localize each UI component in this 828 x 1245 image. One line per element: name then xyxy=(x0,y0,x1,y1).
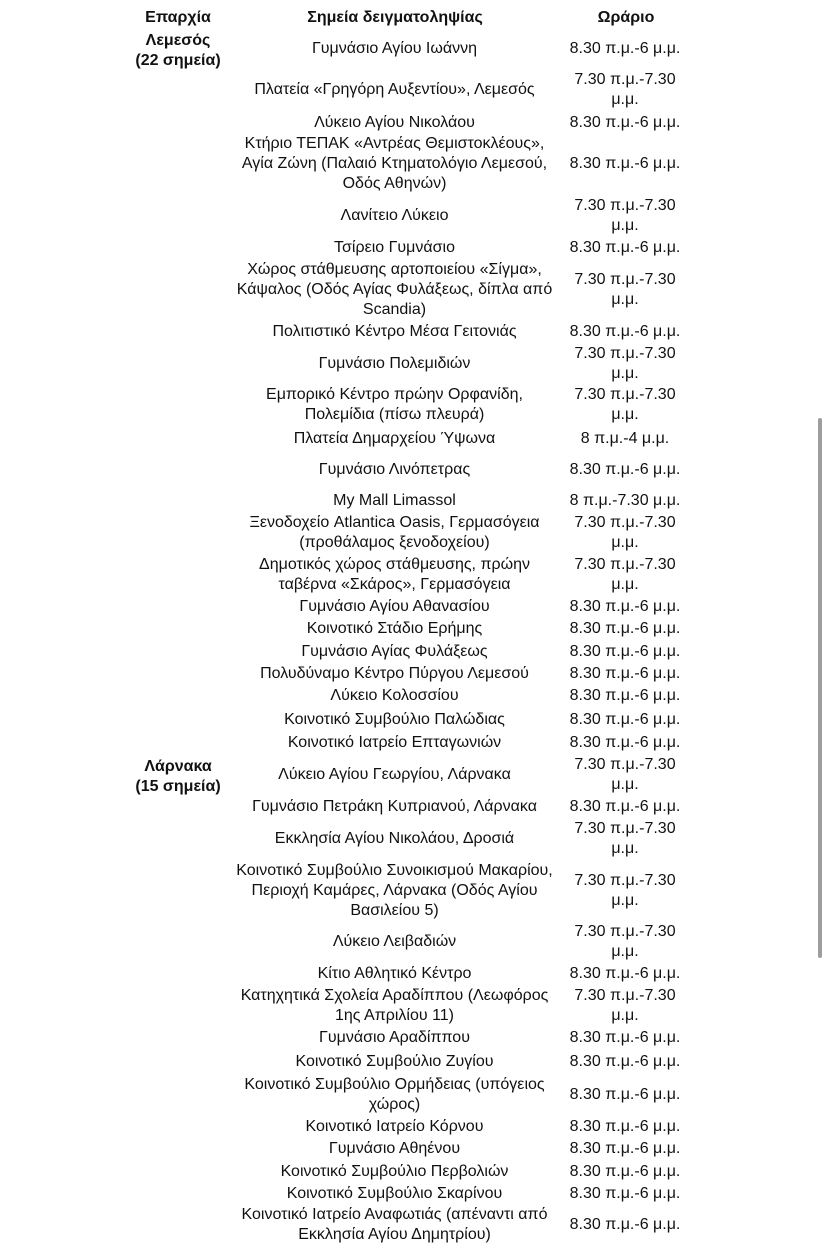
sampling-location: Εκκλησία Αγίου Νικολάου, Δροσιά xyxy=(274,830,515,847)
sampling-hours: 7.30 π.μ.-7.30 μ.μ. xyxy=(574,820,676,857)
table-row xyxy=(0,922,828,962)
table-row xyxy=(0,1205,828,1245)
sampling-hours: 7.30 π.μ.-7.30 μ.μ. xyxy=(574,271,676,308)
sampling-hours: 8.30 π.μ.-6 μ.μ. xyxy=(569,461,681,478)
sampling-hours: 7.30 π.μ.-7.30 μ.μ. xyxy=(574,345,676,382)
table-row xyxy=(0,1027,828,1049)
sampling-location: Γυμνάσιο Αραδίππου xyxy=(319,1029,470,1046)
table-row xyxy=(0,344,828,384)
sampling-hours: 8.30 π.μ.-6 μ.μ. xyxy=(569,620,681,637)
table-row xyxy=(0,963,828,985)
sampling-hours: 8.30 π.μ.-6 μ.μ. xyxy=(569,1086,681,1103)
sampling-location: Κοινοτικό Συμβούλιο Περβολιών xyxy=(280,1163,509,1180)
sampling-hours: 8.30 π.μ.-6 μ.μ. xyxy=(569,687,681,704)
sampling-hours: 8 π.μ.-7.30 μ.μ. xyxy=(569,492,681,509)
table-row xyxy=(0,986,828,1026)
sampling-hours: 8.30 π.μ.-6 μ.μ. xyxy=(569,598,681,615)
sampling-location: Κοινοτικό Ιατρείο Επταγωνιών xyxy=(287,734,502,751)
table-row xyxy=(0,321,828,343)
sampling-location: Κατηχητικά Σχολεία Αραδίππου (Λεωφόρος 1ης Απριλίου 11) xyxy=(240,987,549,1024)
sampling-location: Λύκειο Κολοσσίου xyxy=(330,687,459,704)
sampling-location: Λύκειο Αγίου Νικολάου xyxy=(314,114,475,131)
table-row xyxy=(0,755,828,795)
sampling-location: Κτήριο ΤΕΠΑΚ «Αντρέας Θεμιστοκλέους», Αγία Ζώνη (Παλαιό Κτηματολόγιο Λεμεσού, Οδός Αθηνών) xyxy=(241,135,548,192)
table-row xyxy=(0,112,828,134)
sampling-hours: 7.30 π.μ.-7.30 μ.μ. xyxy=(574,872,676,909)
sampling-hours: 8.30 π.μ.-6 μ.μ. xyxy=(569,1140,681,1157)
region-name: Λάρνακα xyxy=(144,758,212,775)
sampling-location: Πολυδύναμο Κέντρο Πύργου Λεμεσού xyxy=(260,665,529,682)
sampling-location: Γυμνάσιο Πετράκη Κυπριανού, Λάρνακα xyxy=(252,798,537,815)
table-row xyxy=(0,459,828,481)
header-schedule: Ωράριο xyxy=(597,9,655,26)
sampling-location: Εμπορικό Κέντρο πρώην Ορφανίδη, Πολεμίδια (πίσω πλευρά) xyxy=(266,386,523,423)
sampling-hours: 7.30 π.μ.-7.30 μ.μ. xyxy=(574,514,676,551)
sampling-hours: 8.30 π.μ.-6 μ.μ. xyxy=(569,965,681,982)
sampling-hours: 7.30 π.μ.-7.30 μ.μ. xyxy=(574,987,676,1024)
sampling-hours: 7.30 π.μ.-7.30 μ.μ. xyxy=(574,197,676,234)
sampling-location: Κοινοτικό Συμβούλιο Ορμήδειας (υπόγειος χώρος) xyxy=(244,1076,545,1113)
sampling-hours: 8.30 π.μ.-6 μ.μ. xyxy=(569,323,681,340)
sampling-location: Κοινοτικό Ιατρείο Κόρνου xyxy=(305,1118,484,1135)
table-row xyxy=(0,709,828,731)
sampling-location: Πλατεία Δημαρχείου Ύψωνα xyxy=(293,430,496,447)
sampling-hours: 8.30 π.μ.-6 μ.μ. xyxy=(569,798,681,815)
table-row xyxy=(0,237,828,259)
region-name: Λεμεσός xyxy=(145,32,211,49)
sampling-hours: 8.30 π.μ.-6 μ.μ. xyxy=(569,1029,681,1046)
sampling-location: Χώρος στάθμευσης αρτοποιείου «Σίγμα», Κάψαλος (Οδός Αγίας Φυλάξεως, δίπλα από Scandia) xyxy=(236,261,553,318)
sampling-location: Κοινοτικό Συμβούλιο Συνοικισμού Μακαρίου, Περιοχή Καμάρες, Λάρνακα (Οδός Αγίου Βασιλείου 5) xyxy=(236,862,553,919)
sampling-location: Πλατεία «Γρηγόρη Αυξεντίου», Λεμεσός xyxy=(254,81,535,98)
sampling-location: Κοινοτικό Συμβούλιο Σκαρίνου xyxy=(286,1185,503,1202)
table-row xyxy=(0,1051,828,1073)
region-count: (15 σημεία) xyxy=(135,777,221,795)
sampling-hours: 8.30 π.μ.-6 μ.μ. xyxy=(569,40,681,57)
sampling-location: Γυμνάσιο Αγίας Φυλάξεως xyxy=(301,643,488,660)
sampling-location: Κοινοτικό Ιατρείο Αναφωτιάς (απέναντι από Εκκλησία Αγίου Δημητρίου) xyxy=(241,1206,548,1243)
sampling-hours: 7.30 π.μ.-7.30 μ.μ. xyxy=(574,71,676,108)
sampling-location: Λανίτειο Λύκειο xyxy=(340,207,449,224)
sampling-location: Γυμνάσιο Πολεμιδιών xyxy=(318,355,471,372)
table-row xyxy=(0,196,828,236)
table-row xyxy=(0,490,828,512)
sampling-hours: 8.30 π.μ.-6 μ.μ. xyxy=(569,734,681,751)
sampling-location: Κοινοτικό Συμβούλιο Ζυγίου xyxy=(295,1053,494,1070)
sampling-location: Δημοτικός χώρος στάθμευσης, πρώην ταβέρνα «Σκάρος», Γερμασόγεια xyxy=(259,556,530,593)
sampling-location: Πολιτιστικό Κέντρο Μέσα Γειτονιάς xyxy=(272,323,517,340)
sampling-hours: 8 π.μ.-4 μ.μ. xyxy=(580,430,670,447)
table-row xyxy=(0,732,828,754)
sampling-hours: 8.30 π.μ.-6 μ.μ. xyxy=(569,711,681,728)
region-count: (22 σημεία) xyxy=(135,51,221,69)
table-row xyxy=(0,385,828,425)
sampling-location: My Mall Limassol xyxy=(333,492,456,509)
sampling-location: Λύκειο Λειβαδιών xyxy=(332,933,457,950)
header-region: Επαρχία xyxy=(145,9,211,26)
sampling-location: Γυμνάσιο Αγίου Αθανασίου xyxy=(299,598,490,615)
table-row xyxy=(0,38,828,60)
sampling-hours: 7.30 π.μ.-7.30 μ.μ. xyxy=(574,386,676,423)
table-row xyxy=(0,618,828,640)
sampling-hours: 8.30 π.μ.-6 μ.μ. xyxy=(569,114,681,131)
sampling-hours: 8.30 π.μ.-6 μ.μ. xyxy=(569,1185,681,1202)
sampling-hours: 7.30 π.μ.-7.30 μ.μ. xyxy=(574,923,676,960)
sampling-hours: 8.30 π.μ.-6 μ.μ. xyxy=(569,643,681,660)
table-row xyxy=(0,1183,828,1205)
sampling-hours: 8.30 π.μ.-6 μ.μ. xyxy=(569,239,681,256)
sampling-location: Κίτιο Αθλητικό Κέντρο xyxy=(317,965,472,982)
sampling-location: Τσίρειο Γυμνάσιο xyxy=(334,239,455,256)
sampling-location: Γυμνάσιο Αγίου Ιωάννη xyxy=(311,40,478,57)
table-row xyxy=(0,1161,828,1183)
sampling-location: Ξενοδοχείο Atlantica Oasis, Γερμασόγεια (προθάλαμος ξενοδοχείου) xyxy=(249,514,540,551)
sampling-hours: 8.30 π.μ.-6 μ.μ. xyxy=(569,1053,681,1070)
table-row xyxy=(0,260,828,320)
table-row xyxy=(0,596,828,618)
sampling-hours: 7.30 π.μ.-7.30 μ.μ. xyxy=(574,556,676,593)
table-row xyxy=(0,134,828,194)
table-row xyxy=(0,1116,828,1138)
table-row xyxy=(0,685,828,707)
table-row xyxy=(0,428,828,450)
scrollbar[interactable] xyxy=(818,418,822,958)
table-row xyxy=(0,70,828,110)
table-row xyxy=(0,1075,828,1115)
table-row xyxy=(0,861,828,921)
sampling-hours: 8.30 π.μ.-6 μ.μ. xyxy=(569,1118,681,1135)
table-row xyxy=(0,1138,828,1160)
table-row xyxy=(0,663,828,685)
sampling-hours: 8.30 π.μ.-6 μ.μ. xyxy=(569,1216,681,1233)
sampling-hours: 7.30 π.μ.-7.30 μ.μ. xyxy=(574,756,676,793)
sampling-location: Γυμνάσιο Λινόπετρας xyxy=(318,461,471,478)
sampling-hours: 8.30 π.μ.-6 μ.μ. xyxy=(569,1163,681,1180)
table-row xyxy=(0,819,828,859)
sampling-location: Κοινοτικό Συμβούλιο Παλώδιας xyxy=(284,711,505,728)
table-row xyxy=(0,641,828,663)
table-row xyxy=(0,555,828,595)
sampling-location: Κοινοτικό Στάδιο Ερήμης xyxy=(306,620,483,637)
sampling-location: Λύκειο Αγίου Γεωργίου, Λάρνακα xyxy=(278,766,511,783)
table-row xyxy=(0,796,828,818)
header-sampling-points: Σημεία δειγματοληψίας xyxy=(307,9,483,26)
sampling-location: Γυμνάσιο Αθηένου xyxy=(328,1140,461,1157)
sampling-hours: 8.30 π.μ.-6 μ.μ. xyxy=(569,155,681,172)
table-row xyxy=(0,513,828,553)
sampling-hours: 8.30 π.μ.-6 μ.μ. xyxy=(569,665,681,682)
